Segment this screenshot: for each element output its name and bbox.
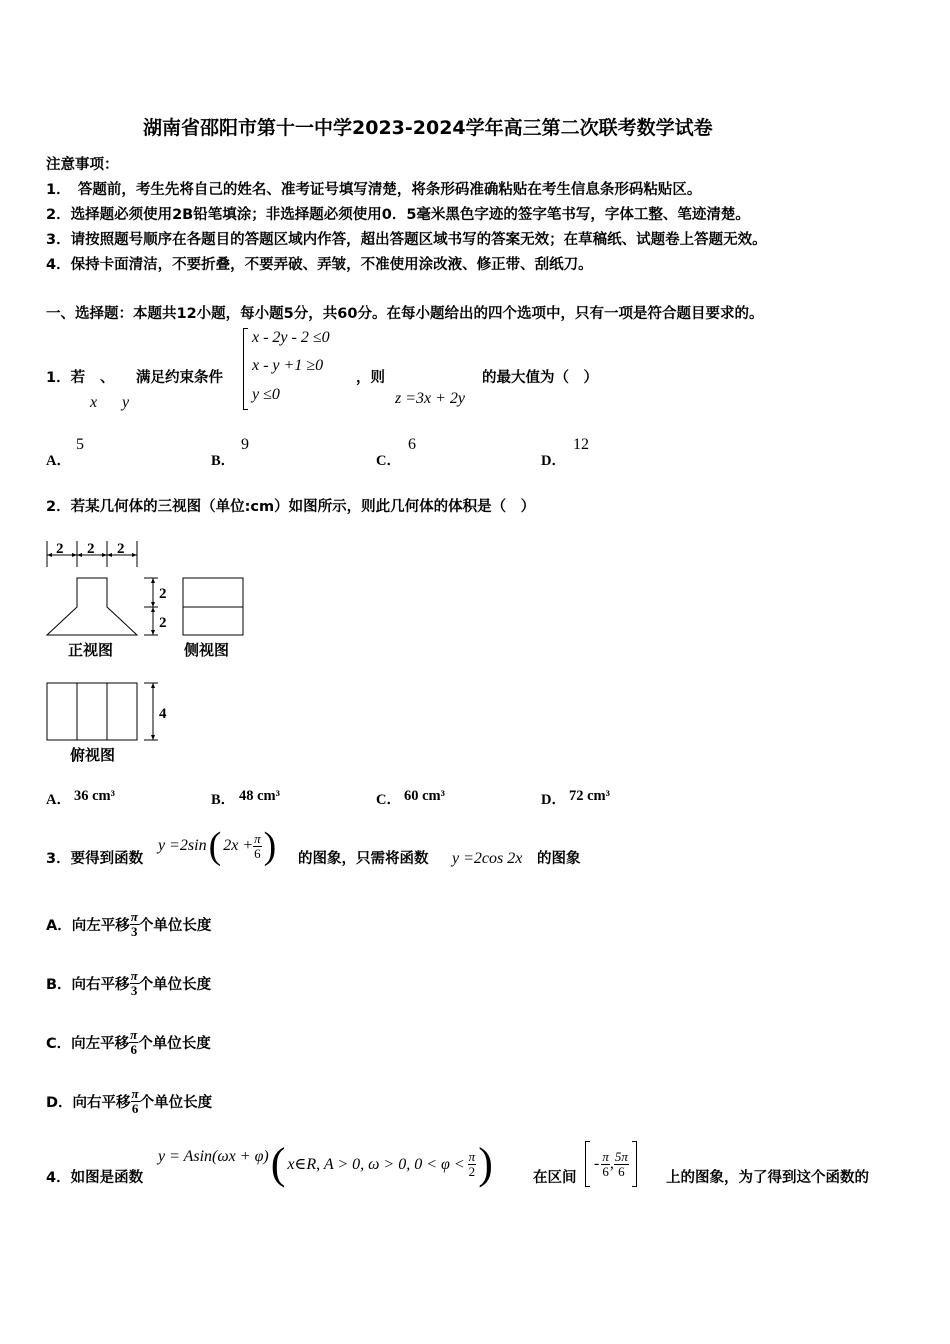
q2-option-c-value: 60 cm³ [404, 788, 445, 804]
top-view-label: 俯视图 [70, 748, 116, 764]
q1-var-y: y [122, 394, 130, 411]
q1-constraint-1: x - 2y - 2 ≤0 [252, 329, 330, 346]
q1-constraint-3: y ≤0 [252, 386, 280, 403]
q2-option-d-value: 72 cm³ [569, 788, 610, 804]
dim-front-right: 2 [117, 541, 125, 557]
q3-function-1: y =2sin ( 2x + $\frac{\pi}{6}$ ) [158, 825, 277, 867]
q1-mid: 满足约束条件 [136, 370, 223, 386]
q2-option-d-letter: D． [541, 792, 566, 808]
q1-option-c-value: 6 [408, 436, 416, 453]
q1-option-b-letter: B． [211, 453, 236, 469]
q4-prefix: 4．如图是函数 [46, 1170, 144, 1186]
notice-heading: 注意事项： [46, 157, 119, 173]
q3-option-a: A．向左平移 $\frac{\pi}{3}$ 个单位长度 [46, 908, 212, 939]
q1-option-a-value: 5 [76, 436, 84, 453]
q3-func1-fraction: $\frac{\pi}{6}$ [254, 830, 261, 861]
q4-cond: x∈R, A > 0, ω > 0, 0 < φ < [287, 1156, 465, 1173]
page-title: 湖南省邵阳市第十一中学2023-2024学年高三第二次联考数学试卷 [143, 117, 713, 139]
dim-front-upper: 2 [159, 586, 167, 602]
q3-option-d: D．向右平移 $\frac{\pi}{6}$ 个单位长度 [46, 1085, 213, 1116]
q3-option-b: B．向右平移 $\frac{\pi}{3}$ 个单位长度 [46, 967, 212, 998]
q3-mid: 的图象，只需将函数 [298, 851, 429, 867]
q2-option-b-value: 48 cm³ [239, 788, 280, 804]
notice-item-4: 4．保持卡面清洁，不要折叠，不要弄破、弄皱，不准使用涂改液、修正带、刮纸刀。 [46, 257, 593, 273]
q1-tail: 的最大值为（ ） [482, 370, 598, 386]
q3-option-c: C．向左平移 $\frac{\pi}{6}$ 个单位长度 [46, 1026, 211, 1057]
q1-option-c-letter: C． [376, 453, 401, 469]
q4-mid: 在区间 [533, 1170, 577, 1186]
section-heading: 一、选择题：本题共12小题，每小题5分，共60分。在每小题给出的四个选项中，只有一项是符合题目要求的。 [46, 306, 764, 322]
q1-then: ，则 [356, 370, 385, 386]
dim-front-lower: 2 [159, 615, 167, 631]
front-view-label: 正视图 [68, 643, 114, 659]
q2-option-a-value: 36 cm³ [74, 788, 115, 804]
q1-option-d-value: 12 [573, 436, 589, 453]
dim-front-left: 2 [56, 541, 64, 557]
q2-option-b-letter: B． [211, 792, 236, 808]
q3-tail: 的图象 [537, 851, 581, 867]
dim-top-height: 4 [159, 706, 167, 722]
q3-function-2: y =2cos 2x [452, 850, 523, 867]
q1-prefix: 1．若 [46, 370, 86, 386]
q1-option-b-value: 9 [241, 436, 249, 453]
q1-objective: z =3x + 2y [395, 390, 466, 407]
q1-option-a-letter: A． [46, 453, 71, 469]
q1-sep: 、 [100, 370, 115, 386]
q1-constraint-2: x - y +1 ≥0 [252, 357, 324, 374]
notice-item-2: 2．选择题必须使用2B铅笔填涂；非选择题必须使用0．5毫米黑色字迹的签字笔书写，字体工整、笔迹清楚。 [46, 207, 750, 223]
front-view-shape [47, 578, 137, 635]
q3-func1-left: y =2sin [158, 837, 207, 854]
q3-func1-inner: 2x + [223, 837, 254, 854]
q1-var-x: x [90, 394, 98, 411]
q2-option-a-letter: A． [46, 792, 71, 808]
notice-item-1: 1． 答题前，考生先将自己的姓名、准考证号填写清楚，将条形码准确粘贴在考生信息条形码粘贴区。 [46, 182, 702, 198]
dim-front-mid: 2 [87, 541, 95, 557]
q1-brace [243, 328, 248, 410]
notice-item-3: 3．请按照题号顺序在各题目的答题区域内作答，超出答题区域书写的答案无效；在草稿纸、试题卷上答题无效。 [46, 232, 767, 248]
q4-interval: - $\frac{\pi}{6}$ , $\frac{5\pi}{6}$ [585, 1140, 637, 1188]
three-view-diagram [40, 535, 260, 770]
q4-function: y = Asin(ωx + φ) ( x∈R, A > 0, ω > 0, 0 < φ < $\frac{\pi}{2}$ ) [158, 1139, 493, 1188]
top-view-shape [47, 683, 137, 740]
q1-option-d-letter: D． [541, 453, 566, 469]
q2-text: 2．若某几何体的三视图（单位:cm）如图所示，则此几何体的体积是（ ） [46, 499, 536, 515]
q4-tail: 上的图象，为了得到这个函数的 [666, 1170, 869, 1186]
q4-func: y = Asin(ωx + φ) [158, 1148, 269, 1165]
q3-prefix: 3．要得到函数 [46, 851, 144, 867]
side-view-label: 侧视图 [184, 643, 230, 659]
q2-option-c-letter: C． [376, 792, 401, 808]
